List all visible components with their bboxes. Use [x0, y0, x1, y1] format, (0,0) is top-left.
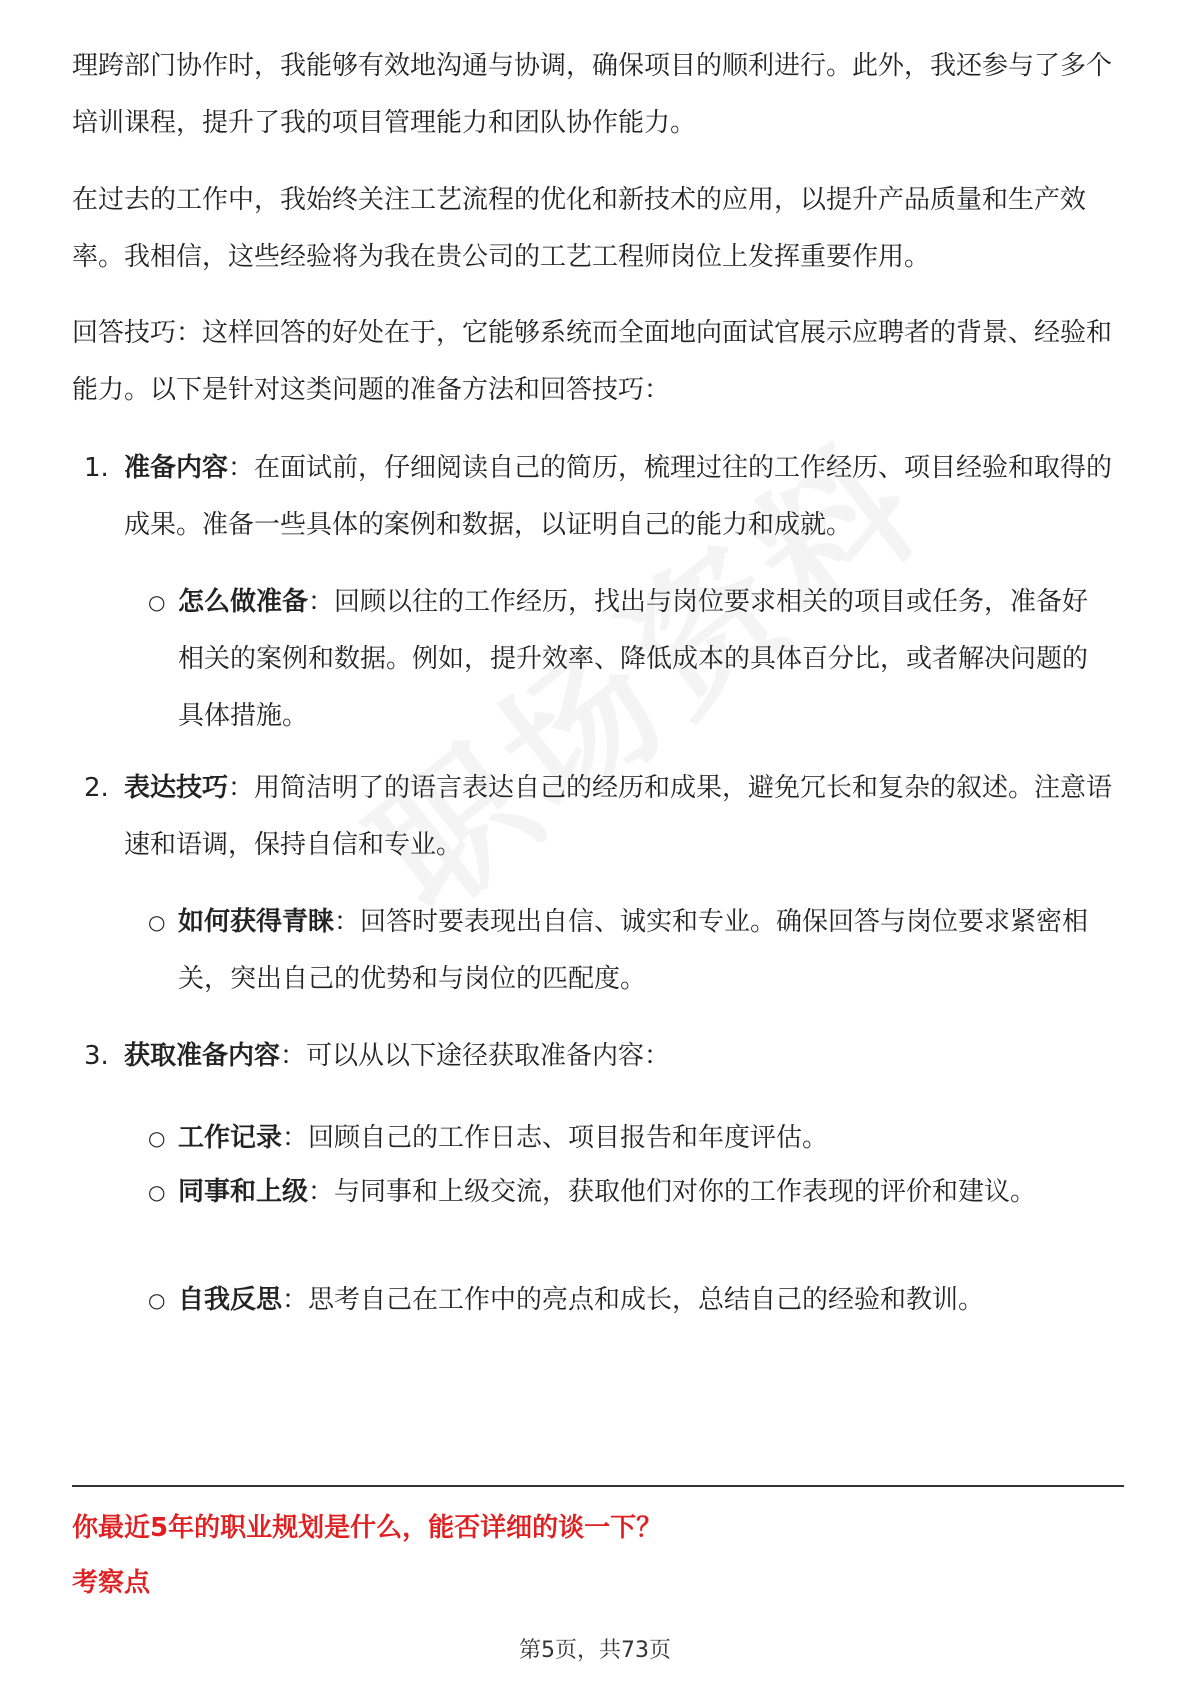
list-item-title: 表达技巧 — [124, 773, 229, 803]
page-number: 第5页，共73页 — [519, 1638, 671, 1663]
bullet-circle-icon: ○ — [148, 590, 166, 614]
list-item — [84, 440, 1114, 554]
paragraph: 理跨部门协作时，我能够有效地沟通与协调，确保项目的顺利进行。此外，我还参与了多个培训课程，提升了我的项目管理能力和团队协作能力。 — [72, 51, 1113, 138]
sub-item-title: 同事和上级 — [178, 1177, 309, 1207]
list-number: 2. — [84, 773, 109, 803]
sub-item-text: ：回答时要表现出自信、诚实和专业。确保回答与岗位要求紧密相关，突出自己的优势和与岗位的匹配度。 — [178, 907, 1089, 994]
list-number: 3. — [84, 1041, 109, 1071]
bullet-circle-icon: ○ — [148, 910, 166, 934]
sub-item-title: 自我反思 — [178, 1285, 283, 1315]
sub-item-title: 如何获得青睐 — [178, 907, 335, 937]
list-item-text: ：可以从以下途径获取准备内容： — [280, 1041, 671, 1071]
sub-item-text: ：回顾以往的工作经历，找出与岗位要求相关的项目或任务，准备好相关的案例和数据。例如，提升效率、降低成本的具体百分比，或者解决问题的具体措施。 — [178, 587, 1089, 731]
sub-list-item — [148, 574, 1108, 745]
list-item-text: ：用简洁明了的语言表达自己的经历和成果，避免冗长和复杂的叙述。注意语速和语调，保持自信和专业。 — [124, 773, 1113, 860]
sub-item-text: ：回顾自己的工作日志、项目报告和年度评估。 — [282, 1123, 829, 1153]
list-item — [84, 1028, 1114, 1085]
sub-item-text: ：与同事和上级交流，获取他们对你的工作表现的评价和建议。 — [308, 1177, 1037, 1207]
bullet-circle-icon: ○ — [148, 1288, 166, 1312]
sub-list-item — [148, 1110, 1108, 1167]
section-label: 考察点 — [72, 1568, 151, 1598]
sub-item-title: 怎么做准备 — [178, 587, 309, 617]
question-heading: 你最近5年的职业规划是什么，能否详细的谈一下？ — [72, 1513, 663, 1543]
list-item-title: 准备内容 — [124, 453, 229, 483]
list-number: 1. — [84, 453, 109, 483]
sub-list-item — [148, 1164, 1108, 1221]
paragraph: 在过去的工作中，我始终关注工艺流程的优化和新技术的应用，以提升产品质量和生产效率。我相信，这些经验将为我在贵公司的工艺工程师岗位上发挥重要作用。 — [72, 185, 1087, 272]
sub-list-item — [148, 894, 1108, 1008]
list-item-text: ：在面试前，仔细阅读自己的简历，梳理过往的工作经历、项目经验和取得的成果。准备一些具体的案例和数据，以证明自己的能力和成就。 — [124, 453, 1113, 540]
section-divider — [72, 1485, 1124, 1487]
sub-item-text: ：思考自己在工作中的亮点和成长，总结自己的经验和教训。 — [282, 1285, 985, 1315]
bullet-circle-icon: ○ — [148, 1180, 166, 1204]
sub-list-item — [148, 1272, 1108, 1329]
bullet-circle-icon: ○ — [148, 1126, 166, 1150]
list-item-title: 获取准备内容 — [124, 1041, 281, 1071]
sub-item-title: 工作记录 — [178, 1123, 283, 1153]
list-item — [84, 760, 1114, 874]
paragraph: 回答技巧：这样回答的好处在于，它能够系统而全面地向面试官展示应聘者的背景、经验和能力。以下是针对这类问题的准备方法和回答技巧： — [72, 318, 1113, 405]
